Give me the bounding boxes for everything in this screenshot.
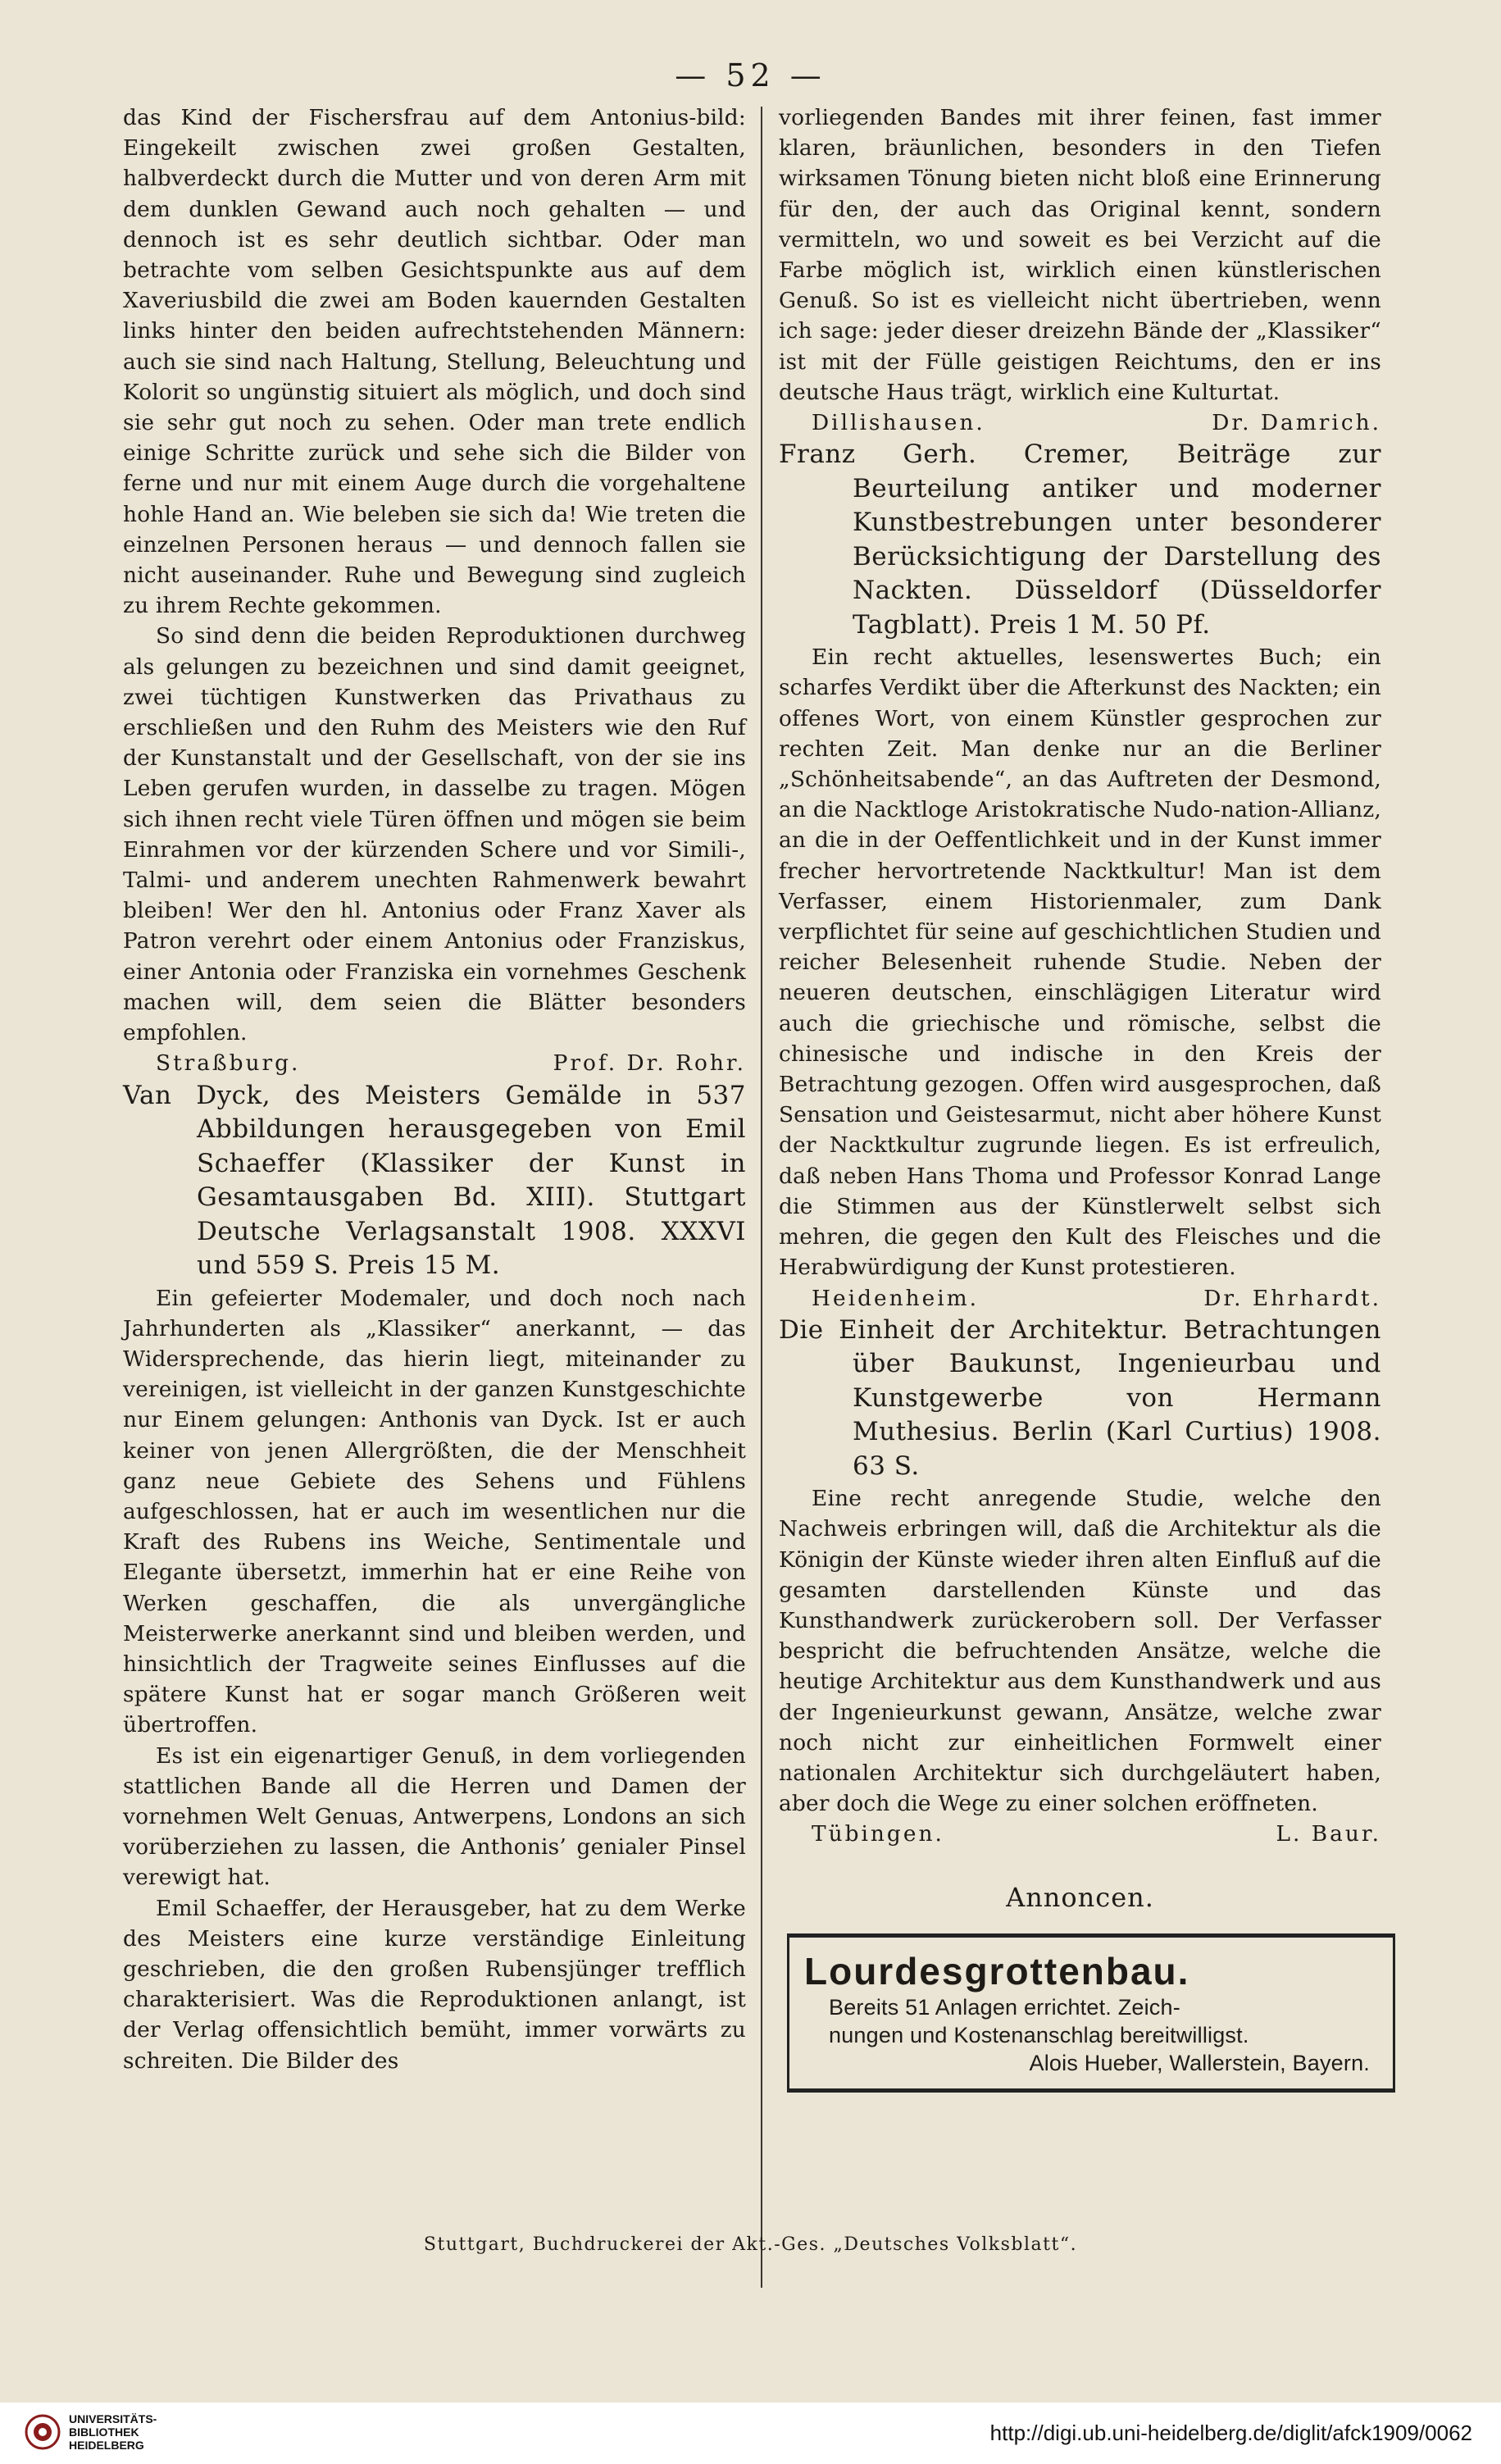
paragraph: So sind denn die beiden Reproduktionen durchweg als gelungen zu bezeichnen und sind damit geeignet, zwei tüchtigen Kunstwerken das Privathaus zu erschließen und den Ruhm des Meisters wie den Ruf der Kunstanstalt und der Gesellschaft, von der sie ins Leben gerufen wurden, in dasselbe zu tragen. Mögen sich ihnen recht viele Türen öffnen und mögen sie beim Einrahmen vor der kürzenden Schere und vor Simili-, Talmi- und anderem unechten Rahmenwerk bewahrt bleiben! Wer den hl. Antonius oder Franz Xaver als Patron verehrt oder einem Antonius oder Franziskus, einer Antonia oder Franziska ein vornehmes Geschenk machen will, dem seien die Blätter besonders empfohlen. bbox=[123, 623, 746, 1046]
paragraph: vorliegenden Bandes mit ihrer feinen, fast immer klaren, bräunlichen, besonders in den Tiefen wirksamen Tönung bieten nicht bloß eine Erinnerung für den, der auch das Original kennt, sondern vermitteln, wo und soweit es bei Verzicht auf die Farbe möglich ist, wirklich einen künstlerischen Genuß. So ist es vielleicht nicht übertrieben, wenn ich sage: jeder dieser dreizehn Bände der „Klassiker“ ist mit der Fülle geistigen Reichtums, den er ins deutsche Haus trägt, wirklich eine Kulturtat. bbox=[779, 105, 1381, 405]
right-column bbox=[779, 102, 1381, 2093]
signature-line bbox=[779, 1283, 1381, 1314]
page-number: — 52 — bbox=[675, 57, 826, 93]
permalink-url[interactable]: http://digi.ub.uni-heidelberg.de/diglit/afck1909/0062 bbox=[989, 2421, 1472, 2445]
review-heading: Franz Gerh. Cremer, Beiträge zur Beurteilung antiker und moderner Kunstbestrebungen unter besonderer Berücksichtigung der Darstellung des Nackten. Düsseldorf (Düsseldorfer Tagblatt). Preis 1 M. 50 Pf. bbox=[779, 440, 1381, 640]
signature-line bbox=[779, 408, 1381, 438]
review-heading: Die Einheit der Architektur. Betrachtungen über Baukunst, Ingenieurbau und Kunstgewerbe von Hermann Muthesius. Berlin (Karl Curtius) 1908. 63 S. bbox=[779, 1314, 1381, 1481]
ad-line: nungen und Kostenanschlag bereitwilligst. bbox=[829, 2022, 1249, 2047]
advertisement bbox=[787, 1933, 1395, 2093]
paragraph: Eine recht anregende Studie, welche den Nachweis erbringen will, daß die Architektur als die Königin der Künste wieder ihren alten Einfluß auf die gesamten darstellenden Künste und das Kunsthandwerk zurückerobern soll. Der Verfasser bespricht die befruchtenden Ansätze, welche die heutige Architektur aus dem Kunsthandwerk und aus der Ingenieurkunst gewann, Ansätze, welche zwar noch nicht zur einheitlichen Formwelt einer nationalen Architektur sich durchgeläutert haben, aber doch die Wege zu einer solchen eröffneten. bbox=[779, 1486, 1381, 1817]
ad-line: Bereits 51 Anlagen errichtet. Zeich- bbox=[829, 1994, 1180, 2020]
review-heading: Van Dyck, des Meisters Gemälde in 537 Abbildungen herausgegeben von Emil Schaeffer (Klassiker der Kunst in Gesamtausgaben Bd. XIII). Stuttgart Deutsche Verlagsanstalt 1908. XXXVI und 559 S. Preis 15 M. bbox=[123, 1080, 746, 1280]
paragraph: Ein gefeierter Modemaler, und doch noch nach Jahrhunderten als „Klassiker“ anerkannt, — das Widersprechende, das hierin liegt, miteinander zu vereinigen, ist vielleicht in der ganzen Kunstgeschichte nur Einem gelungen: Anthonis van Dyck. Ist er auch keiner von jenen Allergrößten, die der Menschheit ganz neue Gebiete des Sehens und Fühlens aufgeschlossen, hat er auch im wesentlichen nur die Kraft des Rubens ins Weiche, Sentimentale und Elegante übersetzt, immerhin hat er eine Reihe von Werken geschaffen, die als unvergängliche Meisterwerke anerkannt sind und bleiben werden, und hinsichtlich der Tragweite seines Einflusses auf die spätere Kunst hat er sogar manch Größeren weit übertroffen. bbox=[123, 1285, 746, 1738]
signature-place: Heidenheim. bbox=[812, 1285, 980, 1311]
printer-imprint: Stuttgart, Buchdruckerei der Akt.-Ges. „Deutsches Volksblatt“. bbox=[423, 2234, 1078, 2255]
viewer-footer bbox=[0, 2403, 1501, 2464]
signature-place: Dillishausen. bbox=[812, 410, 985, 436]
signature-place: Tübingen. bbox=[812, 1821, 944, 1847]
signature-name: L. Baur. bbox=[1276, 1821, 1381, 1847]
signature-name: Dr. Ehrhardt. bbox=[1203, 1285, 1381, 1311]
paragraph: das Kind der Fischersfrau auf dem Antonius-bild: Eingekeilt zwischen zwei großen Gestalten, halbverdeckt durch die Mutter und von deren Arm mit dem dunklen Gewand auch noch gehalten — und dennoch ist es sehr deutlich sichtbar. Oder man betrachte vom selben Gesichtspunkte aus auf dem Xaveriusbild die zwei am Boden kauernden Gestalten links hinter den beiden aufrechtstehenden Männern: auch sie sind nach Haltung, Stellung, Beleuchtung und Kolorit so ungünstig situiert als möglich, und doch sind sie sehr gut noch zu sehen. Oder man trete endlich einige Schritte zurück und sehe sich die Bilder von ferne und nur mit einem Auge durch die vorgehaltene hohle Hand an. Wie beleben sie sich da! Wie treten die einzelnen Personen heraus — und dennoch fallen sie nicht auseinander. Ruhe und Bewegung sind zugleich zu ihrem Rechte gekommen. bbox=[123, 105, 746, 619]
library-name: UNIVERSITÄTS- BIBLIOTHEK HEIDELBERG bbox=[69, 2412, 157, 2452]
ad-brand: Lourdesgrottenbau. bbox=[804, 1949, 1190, 1993]
paragraph: Emil Schaeffer, der Herausgeber, hat zu dem Werke des Meisters eine kurze verständige Einleitung geschrieben, die den großen Rubensjünger trefflich charakterisiert. Was die Reproduktionen anlangt, ist der Verlag offensichtlich bemüht, immer vorwärts zu schreiten. Die Bilder des bbox=[123, 1895, 746, 2074]
signature-line bbox=[123, 1048, 746, 1078]
signature-name: Prof. Dr. Rohr. bbox=[553, 1050, 746, 1077]
library-seal-icon bbox=[25, 2414, 61, 2450]
signature-line bbox=[779, 1819, 1381, 1849]
library-logo[interactable] bbox=[25, 2412, 157, 2452]
signature-name: Dr. Damrich. bbox=[1212, 410, 1381, 436]
signature-place: Straßburg. bbox=[156, 1050, 301, 1077]
paragraph: Ein recht aktuelles, lesenswertes Buch; ein scharfes Verdikt über die Afterkunst des Nackten; ein offenes Wort, von einem Künstler gesprochen zur rechten Zeit. Man denke nur an die Berliner „Schönheitsabende“, an das Auftreten der Desmond, an die Nacktloge Aristokratische Nudo-nation-Allianz, an die in der Oeffentlichkeit und in der Kunst immer frecher hervortretende Nacktkultur! Man ist dem Verfasser, einem Historienmaler, zum Dank verpflichtet für seine auf geschichtlichen Studien und reicher Belesenheit ruhende Studie. Neben der neueren deutschen, einschlägigen Literatur wird auch die griechische und römische, selbst die chinesische und indische in den Kreis der Betrachtung gezogen. Offen wird ausgesprochen, daß Sensation und Geistesarmut, nicht aber höhere Kunst der Nacktkultur zugrunde liegen. Es ist erfreulich, daß neben Hans Thoma und Professor Konrad Lange die Stimmen aus der Künstlerwelt selbst sich mehren, die gegen den Kult des Fleisches und die Herabwürdigung der Kunst protestieren. bbox=[779, 644, 1381, 1281]
ad-contact: Alois Hueber, Wallerstein, Bayern. bbox=[1029, 2050, 1370, 2075]
annoncen-heading: Annoncen. bbox=[1006, 1881, 1154, 1913]
paragraph: Es ist ein eigenartiger Genuß, in dem vorliegenden stattlichen Bande all die Herren und Damen der vornehmen Welt Genuas, Antwerpens, Londons an sich vorüberziehen zu lassen, die Anthonis’ genialer Pinsel verewigt hat. bbox=[123, 1742, 746, 1891]
left-column bbox=[123, 102, 746, 2076]
column-divider bbox=[761, 107, 762, 2288]
